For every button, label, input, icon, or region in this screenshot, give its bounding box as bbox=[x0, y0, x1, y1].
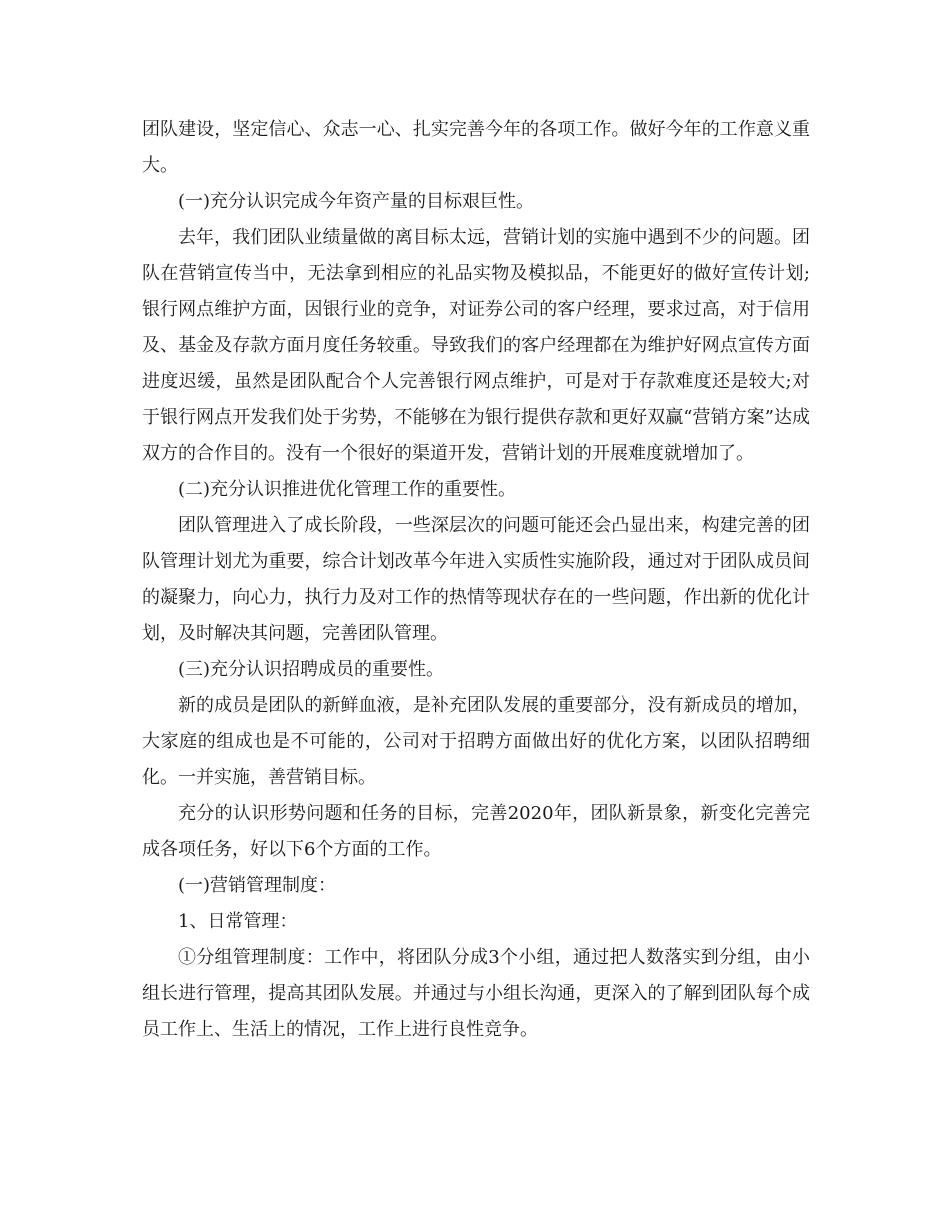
section-heading: (一)营销管理制度： bbox=[178, 875, 337, 896]
section-heading: (一)充分认识完成今年资产量的目标艰巨性。 bbox=[178, 191, 535, 212]
paragraph: 新的成员是团队的新鲜血液，是补充团队发展的重要部分，没有新成员的增加，大家庭的组成也是不可能的，公司对于招聘方面做出好的优化方案，以团队招聘细化。一并实施，善营销目标。 bbox=[142, 695, 810, 788]
paragraph: 去年，我们团队业绩量做的离目标太远，营销计划的实施中遇到不少的问题。团队在营销宣传当中，无法拿到相应的礼品实物及模拟品，不能更好的做好宣传计划;银行网点维护方面，因银行业的竞争，对证券公司的客户经理，要求过高，对于信用及、基金及存款方面月度任务较重。导致我们的客户经理都在为维护好网点宣传方面进度迟缓，虽然是团队配合个人完善银行网点维护，可是对于存款难度还是较大;对于银行网点开发我们处于劣势，不能够在为银行提供存款和更好双赢“营销方案”达成双方的合作目的。没有一个很好的渠道开发，营销计划的开展难度就增加了。 bbox=[142, 227, 810, 464]
paragraph: 团队建设，坚定信心、众志一心、扎实完善今年的各项工作。做好今年的工作意义重大。 bbox=[142, 119, 810, 176]
subsection-heading: 1、日常管理： bbox=[178, 911, 298, 932]
section-heading: (二)充分认识推进优化管理工作的重要性。 bbox=[178, 479, 517, 500]
document-body bbox=[142, 112, 810, 1048]
paragraph: ①分组管理制度：工作中，将团队分成3个小组，通过把人数落实到分组，由小组长进行管理，提高其团队发展。并通过与小组长沟通，更深入的了解到团队每个成员工作上、生活上的情况，工作上进行良性竞争。 bbox=[142, 947, 810, 1040]
paragraph: 充分的认识形势问题和任务的目标，完善2020年，团队新景象，新变化完善完成各项任务，好以下6个方面的工作。 bbox=[142, 803, 810, 860]
section-heading: (三)充分认识招聘成员的重要性。 bbox=[178, 659, 445, 680]
paragraph: 团队管理进入了成长阶段，一些深层次的问题可能还会凸显出来，构建完善的团队管理计划尤为重要，综合计划改革今年进入实质性实施阶段，通过对于团队成员间的凝聚力，向心力，执行力及对工作的热情等现状存在的一些问题，作出新的优化计划，及时解决其问题，完善团队管理。 bbox=[142, 515, 810, 644]
